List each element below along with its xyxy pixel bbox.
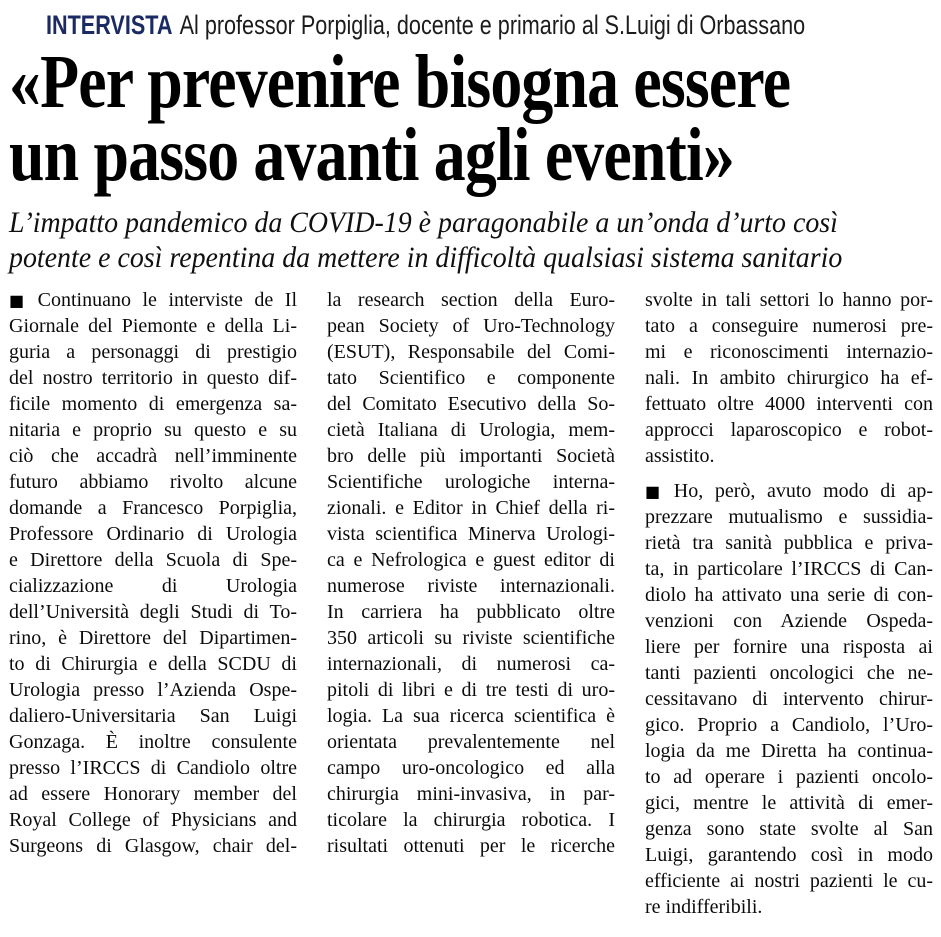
body-text-line — [645, 287, 933, 313]
body-text: Urologia presso l’Azienda Ospe- — [9, 679, 297, 701]
body-text: numerose riviste internazionali. — [327, 575, 615, 597]
body-text-line — [9, 391, 297, 417]
body-text: Ho, però, avuto modo di ap- — [673, 480, 933, 502]
body-text: tanti pazienti oncologici che ne- — [645, 662, 933, 684]
body-text: Royal College of Physicians and — [9, 809, 297, 831]
body-text-line — [327, 521, 615, 547]
article-body — [9, 287, 932, 920]
body-text: pean Society of Uro-Technology — [327, 315, 615, 337]
body-text: diolo ha attivato una serie di con- — [645, 584, 933, 606]
body-text-line — [327, 625, 615, 651]
standfirst-line-2: potente e così repentina da mettere in difficoltà qualsiasi sistema sanitario — [9, 241, 843, 274]
standfirst-line-1: L’impatto pandemico da COVID-19 è paragonabile a un’onda d’urto così — [9, 206, 838, 239]
kicker-text: Al professor Porpiglia, docente e primario al S.Luigi di Orbassano — [179, 10, 806, 40]
body-text-line — [645, 365, 933, 391]
body-text: tato Scientifico e componente — [327, 367, 615, 389]
body-text: futuro abbiamo rivolto alcune — [9, 471, 297, 493]
body-text-line — [327, 391, 615, 417]
body-text: cessitavano di intervento chirur- — [645, 688, 933, 710]
body-text: domande a Francesco Porpiglia, — [9, 497, 297, 519]
body-text-line — [327, 365, 615, 391]
body-text-line — [645, 790, 933, 816]
body-text: to di Chirurgia e della SCDU di — [9, 653, 297, 675]
body-text: campo uro-oncologico ed alla — [327, 757, 615, 779]
body-text: bro delle più importanti Società — [327, 445, 615, 467]
body-text: Giornale del Piemonte e della Li- — [9, 315, 297, 337]
headline-line-1: «Per prevenire bisogna essere — [9, 40, 791, 124]
body-text: rino, è Direttore del Dipartimen- — [9, 627, 297, 649]
body-text: del Comitato Esecutivo della So- — [327, 393, 615, 415]
body-text-line — [327, 599, 615, 625]
body-text-line — [327, 313, 615, 339]
paragraph-square-icon: ■ — [645, 482, 667, 501]
body-text-line — [9, 573, 297, 599]
body-text-line — [645, 816, 933, 842]
body-text-line — [645, 478, 933, 504]
article-column-2 — [327, 287, 615, 920]
body-text: logia da me Diretta ha continua- — [645, 740, 933, 762]
body-text-line — [327, 547, 615, 573]
body-text-line — [9, 365, 297, 391]
body-text: 350 articoli su riviste scientifiche — [327, 627, 615, 649]
body-text: ficile momento di emergenza sa- — [9, 393, 297, 415]
body-text: rietà tra sanità pubblica e priva- — [645, 532, 933, 554]
body-text-line — [645, 582, 933, 608]
body-text: guria a personaggi di prestigio — [9, 341, 297, 363]
body-text-line — [645, 712, 933, 738]
body-text-line — [327, 833, 615, 859]
body-text: ad essere Honorary member del — [9, 783, 297, 805]
body-text: (ESUT), Responsabile del Comi- — [327, 341, 615, 363]
headline-line-2: un passo avanti agli eventi» — [9, 113, 734, 197]
body-text-line — [327, 339, 615, 365]
body-text-line — [9, 703, 297, 729]
standfirst — [9, 205, 932, 275]
body-text: genza sono state svolte al San — [645, 818, 933, 840]
body-text-line — [9, 599, 297, 625]
body-text-line — [327, 677, 615, 703]
body-text-line — [327, 573, 615, 599]
body-text-line — [9, 495, 297, 521]
body-text: Continuano le interviste de Il — [37, 289, 297, 311]
body-text: In carriera ha pubblicato oltre — [327, 601, 615, 623]
body-text-line — [645, 842, 933, 868]
body-text: gici, mentre le attività di emer- — [645, 792, 933, 814]
body-text-line — [327, 469, 615, 495]
body-text: logia. La sua ricerca scientifica è — [327, 705, 615, 727]
body-text: vista scientifica Minerva Urologi- — [327, 523, 615, 545]
kicker — [46, 10, 806, 40]
body-text-line — [645, 660, 933, 686]
body-text: del nostro territorio in questo dif- — [9, 367, 297, 389]
body-text-line — [327, 807, 615, 833]
paragraph-square-icon: ■ — [9, 291, 31, 310]
body-text-line — [327, 495, 615, 521]
body-text-line — [645, 504, 933, 530]
body-text-line — [9, 521, 297, 547]
body-text-line — [645, 738, 933, 764]
body-text-line — [645, 313, 933, 339]
body-text-line — [327, 781, 615, 807]
body-text: chirurgia mini-invasiva, in par- — [327, 783, 615, 805]
body-text-line — [645, 556, 933, 582]
body-text: Surgeons di Glasgow, chair del- — [9, 835, 297, 857]
body-text: e Direttore della Scuola di Spe- — [9, 549, 297, 571]
body-text-line — [645, 764, 933, 790]
body-text-line — [9, 287, 297, 313]
body-text-line — [645, 686, 933, 712]
body-text-line — [645, 868, 933, 894]
body-text-line — [9, 781, 297, 807]
body-text: assistito. — [645, 445, 715, 467]
body-text-line — [327, 287, 615, 313]
body-text-line — [645, 634, 933, 660]
body-text: Scientifiche urologiche interna- — [327, 471, 615, 493]
body-text-line — [327, 417, 615, 443]
body-text: cietà Italiana di Urologia, mem- — [327, 419, 615, 441]
body-text-line — [327, 703, 615, 729]
body-text: presso l’IRCCS di Candiolo oltre — [9, 757, 297, 779]
body-text-line — [327, 755, 615, 781]
body-text-line — [327, 729, 615, 755]
body-text-line — [9, 625, 297, 651]
body-text-line — [9, 417, 297, 443]
body-text: Professore Ordinario di Urologia — [9, 523, 297, 545]
body-text-line — [9, 729, 297, 755]
body-text: la research section della Euro- — [327, 289, 615, 311]
kicker-tag: INTERVISTA — [46, 10, 173, 40]
body-text: internazionali, di numerosi ca- — [327, 653, 615, 675]
body-text-line — [9, 755, 297, 781]
body-text: efficiente ai nostri pazienti le cu- — [645, 870, 933, 892]
body-text: ta, in particolare l’IRCCS di Can- — [645, 558, 933, 580]
body-text: to ad operare i pazienti oncolo- — [645, 766, 933, 788]
body-text-line — [9, 651, 297, 677]
body-text: dell’Università degli Studi di To- — [9, 601, 297, 623]
body-text: gico. Proprio a Candiolo, l’Uro- — [645, 714, 933, 736]
body-text: pitoli di libri e di tre testi di uro- — [327, 679, 615, 701]
body-text: fettuato oltre 4000 interventi con — [645, 393, 933, 415]
body-text: prezzare mutualismo e sussidia- — [645, 506, 933, 528]
body-text: ciò che accadrà nell’imminente — [9, 445, 297, 467]
body-text: approcci laparoscopico e robot- — [645, 419, 933, 441]
body-text-line — [9, 469, 297, 495]
body-text-line — [645, 530, 933, 556]
body-text: nali. In ambito chirurgico ha ef- — [645, 367, 933, 389]
body-text: mi e riconoscimenti internazio- — [645, 341, 933, 363]
body-text: nitaria e proprio su questo e su — [9, 419, 297, 441]
body-text: Luigi, garantendo così in modo — [645, 844, 933, 866]
body-text-line — [9, 833, 297, 859]
body-text: re indifferibili. — [645, 896, 763, 918]
body-text: ticolare la chirurgia robotica. I — [327, 809, 615, 831]
body-text: zionali. e Editor in Chief della ri- — [327, 497, 615, 519]
body-text: svolte in tali settori lo hanno por- — [645, 289, 933, 311]
body-text: risultati ottenuti per le ricerche — [327, 835, 615, 857]
body-text-line — [9, 677, 297, 703]
body-text-line — [9, 443, 297, 469]
body-text: cializzazione di Urologia — [9, 575, 297, 597]
body-text-line — [645, 443, 933, 469]
body-text-line — [645, 339, 933, 365]
headline — [9, 40, 932, 197]
body-text: liere per fornire una risposta ai — [645, 636, 933, 658]
article-column-1 — [9, 287, 297, 920]
body-text-line — [327, 443, 615, 469]
body-text-line — [327, 651, 615, 677]
body-text: ca e Nefrologica e guest editor di — [327, 549, 615, 571]
body-text-line — [9, 313, 297, 339]
body-text: orientata prevalentemente nel — [327, 731, 615, 753]
body-text-line — [645, 608, 933, 634]
body-text-line — [9, 339, 297, 365]
body-text-line — [645, 391, 933, 417]
body-text-line — [9, 547, 297, 573]
body-text-line — [645, 417, 933, 443]
body-text: tato a conseguire numerosi pre- — [645, 315, 933, 337]
body-text: daliero-Universitaria San Luigi — [9, 705, 297, 727]
body-text: Gonzaga. È inoltre consulente — [9, 731, 297, 753]
body-text: venzioni con Aziende Ospeda- — [645, 610, 933, 632]
body-text-line — [645, 894, 933, 920]
article-column-3 — [645, 287, 933, 920]
body-text-line — [9, 807, 297, 833]
